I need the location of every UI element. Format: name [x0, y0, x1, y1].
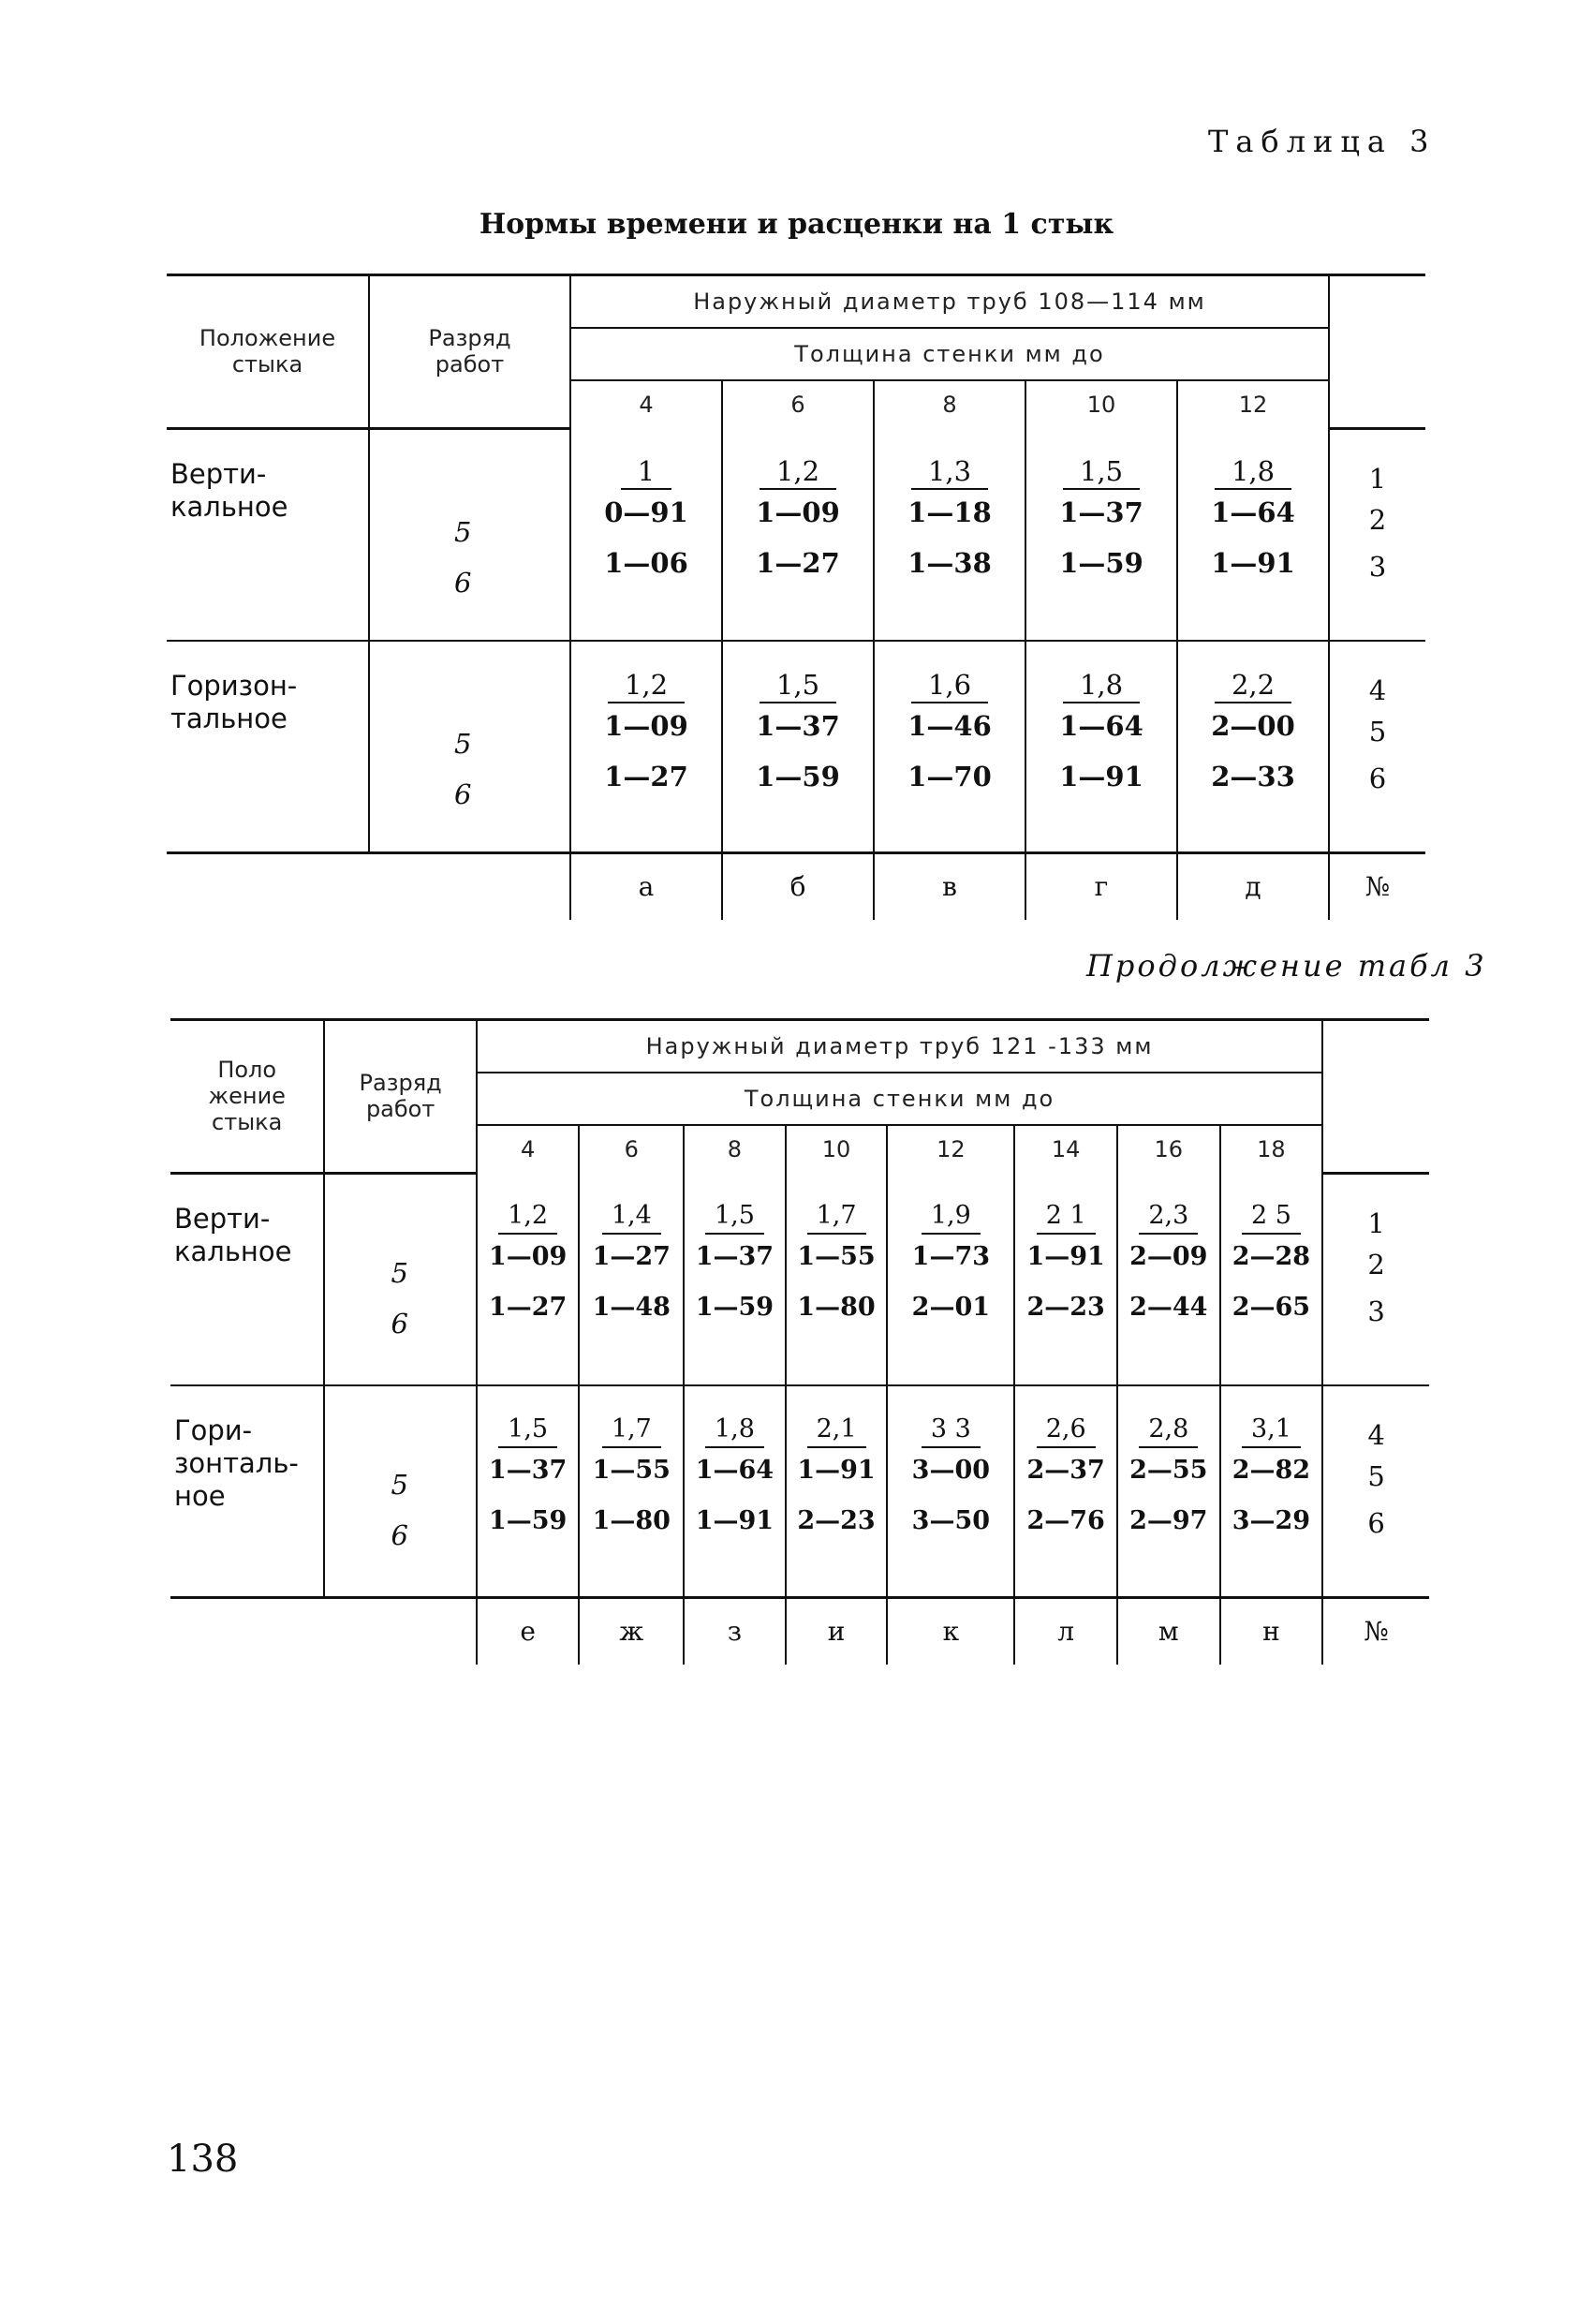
- price-grade-5: 2—82: [1232, 1455, 1311, 1485]
- value-cell: [874, 428, 1025, 641]
- time-norm: 2,2: [1215, 672, 1291, 703]
- letters-blank: [170, 1597, 477, 1665]
- time-norm: 1,7: [807, 1203, 866, 1235]
- value-cell: [1014, 1173, 1117, 1385]
- table-row: [170, 1385, 1429, 1598]
- price-grade-6: 2—33: [1211, 760, 1295, 792]
- value-cell: [570, 428, 722, 641]
- price-grade-6: 2—65: [1232, 1293, 1311, 1322]
- price-grade-5: 1—09: [488, 1242, 568, 1271]
- thickness-value: [786, 1125, 888, 1173]
- price-grade-5: 1—18: [907, 496, 992, 528]
- value-cell: [1220, 1385, 1323, 1598]
- header-position-label: Положение стыка: [199, 325, 336, 378]
- price-grade-5: 2—55: [1129, 1455, 1208, 1485]
- thickness-value-label: 4: [521, 1136, 536, 1162]
- price-grade-6: 1—91: [1211, 547, 1295, 579]
- header-thickness-label: Толщина стенки мм до: [794, 341, 1105, 367]
- thickness-value: [1025, 380, 1177, 428]
- thickness-value: [1220, 1125, 1323, 1173]
- thickness-value-label: 14: [1051, 1136, 1081, 1162]
- header-number-blank: [1322, 1020, 1429, 1174]
- value-cell: [1117, 1173, 1220, 1385]
- value-cell: [579, 1173, 684, 1385]
- thickness-value: [1014, 1125, 1117, 1173]
- header-position: [167, 275, 369, 429]
- price-grade-5: 1—91: [797, 1455, 876, 1485]
- thickness-value-label: 6: [624, 1136, 639, 1162]
- price-grade-6: 1—27: [488, 1293, 568, 1322]
- time-norm: 1,8: [1215, 458, 1291, 490]
- price-grade-5: 1—91: [1026, 1242, 1105, 1271]
- column-letters-row: [167, 852, 1425, 920]
- time-norm: 2,3: [1139, 1203, 1198, 1235]
- column-letter-label: з: [727, 1616, 743, 1647]
- value-cell: [579, 1385, 684, 1598]
- price-grade-5: 2—00: [1211, 709, 1295, 742]
- column-letter: [786, 1597, 888, 1665]
- column-letter-label: н: [1262, 1616, 1280, 1647]
- time-norm: 1,2: [608, 672, 685, 703]
- page-number: 138: [167, 2138, 239, 2181]
- price-grade-6: 2—01: [911, 1293, 991, 1322]
- time-norm: 1,5: [1063, 458, 1140, 490]
- column-letter: [684, 1597, 786, 1665]
- column-letter-label: е: [520, 1616, 536, 1647]
- price-grade-6: 1—38: [907, 547, 992, 579]
- value-cell: [1220, 1173, 1323, 1385]
- price-grade-5: 3—00: [911, 1455, 991, 1485]
- price-grade-6: 1—06: [604, 547, 688, 579]
- row-number: 5: [1368, 715, 1387, 748]
- column-letter: [1177, 852, 1329, 920]
- thickness-value: [477, 1125, 580, 1173]
- position-label: Горизон- тальное: [170, 669, 298, 734]
- time-norm: 2 5: [1242, 1203, 1301, 1235]
- position-label: Верти- кальное: [170, 457, 288, 523]
- column-letter-label: б: [789, 871, 806, 902]
- row-number: 3: [1368, 550, 1387, 583]
- header-diameter: [570, 275, 1329, 329]
- continuation-label: Продолжение табл 3: [1086, 948, 1487, 984]
- header-grade-label: Разряд работ: [359, 1070, 442, 1123]
- price-grade-6: 1—48: [592, 1293, 671, 1322]
- price-grade-5: 1—64: [695, 1455, 774, 1485]
- value-cell: [1177, 641, 1329, 853]
- price-grade-6: 1—91: [695, 1505, 774, 1535]
- table2-grid: [170, 1018, 1429, 1665]
- time-norm: 2,6: [1037, 1416, 1096, 1448]
- column-letter: [1117, 1597, 1220, 1665]
- row-number: 6: [1367, 1506, 1385, 1539]
- header-thickness-label: Толщина стенки мм до: [744, 1086, 1055, 1112]
- column-letter-label: а: [638, 871, 655, 902]
- header-position: [170, 1020, 324, 1174]
- column-letter: [570, 852, 722, 920]
- position-cell: [170, 1385, 324, 1598]
- column-letter: [579, 1597, 684, 1665]
- time-norm: 1,5: [760, 672, 836, 703]
- price-grade-6: 2—76: [1026, 1505, 1105, 1535]
- thickness-value-label: 16: [1154, 1136, 1184, 1162]
- price-grade-5: 1—37: [756, 709, 840, 742]
- price-grade-6: 2—23: [797, 1505, 876, 1535]
- price-grade-6: 2—23: [1026, 1293, 1105, 1322]
- value-cell: [1025, 641, 1177, 853]
- table-row: [170, 1173, 1429, 1385]
- thickness-value: [684, 1125, 786, 1173]
- row-number: 5: [1367, 1459, 1385, 1492]
- thickness-value: [722, 380, 874, 428]
- price-grade-6: 1—80: [797, 1293, 876, 1322]
- header-diameter-label: Наружный диаметр труб 108—114 мм: [693, 289, 1206, 315]
- grade-value: 5: [454, 515, 472, 548]
- price-grade-6: 1—59: [488, 1505, 568, 1535]
- thickness-value: [1177, 380, 1329, 428]
- price-grade-5: 2—09: [1129, 1242, 1208, 1271]
- price-grade-5: 2—37: [1026, 1455, 1105, 1485]
- thickness-value-label: 4: [639, 392, 654, 418]
- grade-cell: [324, 1173, 476, 1385]
- time-norm: 1,4: [602, 1203, 661, 1235]
- price-grade-6: 2—97: [1129, 1505, 1208, 1535]
- value-cell: [874, 641, 1025, 853]
- grade-value: 5: [391, 1468, 408, 1501]
- value-cell: [1117, 1385, 1220, 1598]
- column-letter-label: ж: [619, 1616, 644, 1647]
- position-label: Верти- кальное: [174, 1202, 292, 1267]
- time-norm: 1,8: [1063, 672, 1140, 703]
- time-norm: 1: [621, 458, 671, 490]
- thickness-value-label: 10: [821, 1136, 851, 1162]
- price-grade-6: 2—44: [1129, 1293, 1208, 1322]
- value-cell: [1025, 428, 1177, 641]
- position-cell: [167, 641, 369, 853]
- header-grade-label: Разряд работ: [428, 325, 511, 378]
- price-grade-5: 1—09: [756, 496, 840, 528]
- price-grade-5: 1—37: [695, 1242, 774, 1271]
- time-norm: 1,9: [922, 1203, 981, 1235]
- row-number: 3: [1367, 1295, 1385, 1327]
- value-cell: [1014, 1385, 1117, 1598]
- time-norm: 3,1: [1242, 1416, 1301, 1448]
- column-letter: [1014, 1597, 1117, 1665]
- header-thickness: [477, 1073, 1322, 1125]
- price-grade-6: 1—70: [907, 760, 992, 792]
- row-number-cell: [1322, 1173, 1429, 1385]
- row-number-cell: [1329, 428, 1425, 641]
- thickness-value-label: 8: [942, 392, 957, 418]
- grade-value: 5: [391, 1256, 408, 1289]
- value-cell: [570, 641, 722, 853]
- price-grade-6: 1—27: [756, 547, 840, 579]
- row-number: 1: [1368, 462, 1387, 495]
- column-letter-label: к: [942, 1616, 960, 1647]
- number-label-cell: [1322, 1597, 1429, 1665]
- time-norm: 1,5: [498, 1416, 557, 1448]
- thickness-value-label: 18: [1257, 1136, 1286, 1162]
- column-letter: [874, 852, 1025, 920]
- header-grade: [324, 1020, 476, 1174]
- value-cell: [1177, 428, 1329, 641]
- time-norm: 1,8: [705, 1416, 764, 1448]
- value-cell: [786, 1385, 888, 1598]
- value-cell: [477, 1385, 580, 1598]
- time-norm: 1,3: [911, 458, 988, 490]
- value-cell: [887, 1173, 1014, 1385]
- row-number-cell: [1322, 1385, 1429, 1598]
- thickness-value-label: 12: [1238, 392, 1268, 418]
- table-row: [167, 641, 1425, 853]
- row-number: 4: [1367, 1418, 1385, 1451]
- grade-value: 5: [454, 727, 472, 760]
- column-letter-label: г: [1094, 871, 1109, 902]
- price-grade-5: 1—64: [1059, 709, 1143, 742]
- value-cell: [722, 641, 874, 853]
- price-grade-6: 1—59: [756, 760, 840, 792]
- thickness-value-label: 10: [1086, 392, 1116, 418]
- grade-value: 6: [454, 566, 472, 599]
- grade-cell: [324, 1385, 476, 1598]
- header-number-blank: [1329, 275, 1425, 429]
- column-letter: [722, 852, 874, 920]
- letters-blank: [167, 852, 570, 920]
- thickness-value: [570, 380, 722, 428]
- thickness-value-label: 8: [727, 1136, 743, 1162]
- time-norm: 2,1: [807, 1416, 866, 1448]
- thickness-value: [579, 1125, 684, 1173]
- value-cell: [684, 1385, 786, 1598]
- thickness-value-label: 12: [937, 1136, 966, 1162]
- price-grade-5: 1—09: [604, 709, 688, 742]
- column-letter-label: д: [1245, 871, 1261, 902]
- grade-value: 6: [454, 777, 472, 810]
- time-norm: 2 1: [1037, 1203, 1096, 1235]
- row-number: 2: [1367, 1248, 1385, 1280]
- table-row: [167, 428, 1425, 641]
- number-label-cell: [1329, 852, 1425, 920]
- price-grade-6: 1—80: [592, 1505, 671, 1535]
- row-number: 1: [1367, 1206, 1385, 1239]
- time-norm: 1,5: [705, 1203, 764, 1235]
- price-grade-6: 3—50: [911, 1505, 991, 1535]
- position-cell: [167, 428, 369, 641]
- thickness-value: [874, 380, 1025, 428]
- grade-cell: [369, 428, 570, 641]
- price-grade-6: 1—27: [604, 760, 688, 792]
- header-grade: [369, 275, 570, 429]
- price-grade-5: 1—73: [911, 1242, 991, 1271]
- number-label: №: [1364, 1616, 1389, 1647]
- value-cell: [887, 1385, 1014, 1598]
- value-cell: [786, 1173, 888, 1385]
- price-grade-5: 1—37: [488, 1455, 568, 1485]
- time-norm: 1,2: [760, 458, 836, 490]
- column-letter-label: и: [827, 1616, 846, 1647]
- time-norm: 1,7: [602, 1416, 661, 1448]
- grade-value: 6: [391, 1518, 408, 1551]
- header-thickness: [570, 328, 1329, 380]
- table-label: Таблица 3: [1208, 124, 1437, 159]
- value-cell: [722, 428, 874, 641]
- header-diameter: [477, 1020, 1322, 1073]
- grade-cell: [369, 641, 570, 853]
- row-number: 2: [1368, 503, 1387, 536]
- time-norm: 1,2: [498, 1203, 557, 1235]
- time-norm: 1,6: [911, 672, 988, 703]
- value-cell: [477, 1173, 580, 1385]
- position-label: Гори- зонталь- ное: [174, 1414, 299, 1512]
- table1-grid: [167, 274, 1425, 920]
- position-cell: [170, 1173, 324, 1385]
- time-norm: 2,8: [1139, 1416, 1198, 1448]
- thickness-value: [887, 1125, 1014, 1173]
- table-caption: Нормы времени и расценки на 1 стык: [479, 208, 1114, 241]
- number-label: №: [1364, 871, 1391, 902]
- price-grade-6: 1—59: [695, 1293, 774, 1322]
- row-number: 4: [1368, 674, 1387, 706]
- column-letter: [1220, 1597, 1323, 1665]
- column-letter-label: м: [1158, 1616, 1179, 1647]
- column-letter: [477, 1597, 580, 1665]
- header-position-label: Поло жение стыка: [208, 1057, 286, 1136]
- price-grade-5: 1—27: [592, 1242, 671, 1271]
- column-letter: [1025, 852, 1177, 920]
- grade-value: 6: [391, 1307, 408, 1340]
- price-grade-6: 1—59: [1059, 547, 1143, 579]
- column-letter: [887, 1597, 1014, 1665]
- price-grade-6: 1—91: [1059, 760, 1143, 792]
- thickness-value: [1117, 1125, 1220, 1173]
- row-number: 6: [1368, 762, 1387, 794]
- price-grade-5: 1—55: [797, 1242, 876, 1271]
- thickness-value-label: 6: [790, 392, 805, 418]
- row-number-cell: [1329, 641, 1425, 853]
- price-grade-5: 2—28: [1232, 1242, 1311, 1271]
- price-grade-5: 1—37: [1059, 496, 1143, 528]
- price-grade-5: 0—91: [604, 496, 688, 528]
- price-grade-6: 3—29: [1232, 1505, 1311, 1535]
- value-cell: [684, 1173, 786, 1385]
- price-grade-5: 1—64: [1211, 496, 1295, 528]
- price-grade-5: 1—55: [592, 1455, 671, 1485]
- price-grade-5: 1—46: [907, 709, 992, 742]
- header-diameter-label: Наружный диаметр труб 121 -133 мм: [645, 1033, 1154, 1059]
- column-letter-label: л: [1057, 1616, 1075, 1647]
- time-norm: 3 3: [922, 1416, 981, 1448]
- column-letters-row: [170, 1597, 1429, 1665]
- column-letter-label: в: [942, 871, 957, 902]
